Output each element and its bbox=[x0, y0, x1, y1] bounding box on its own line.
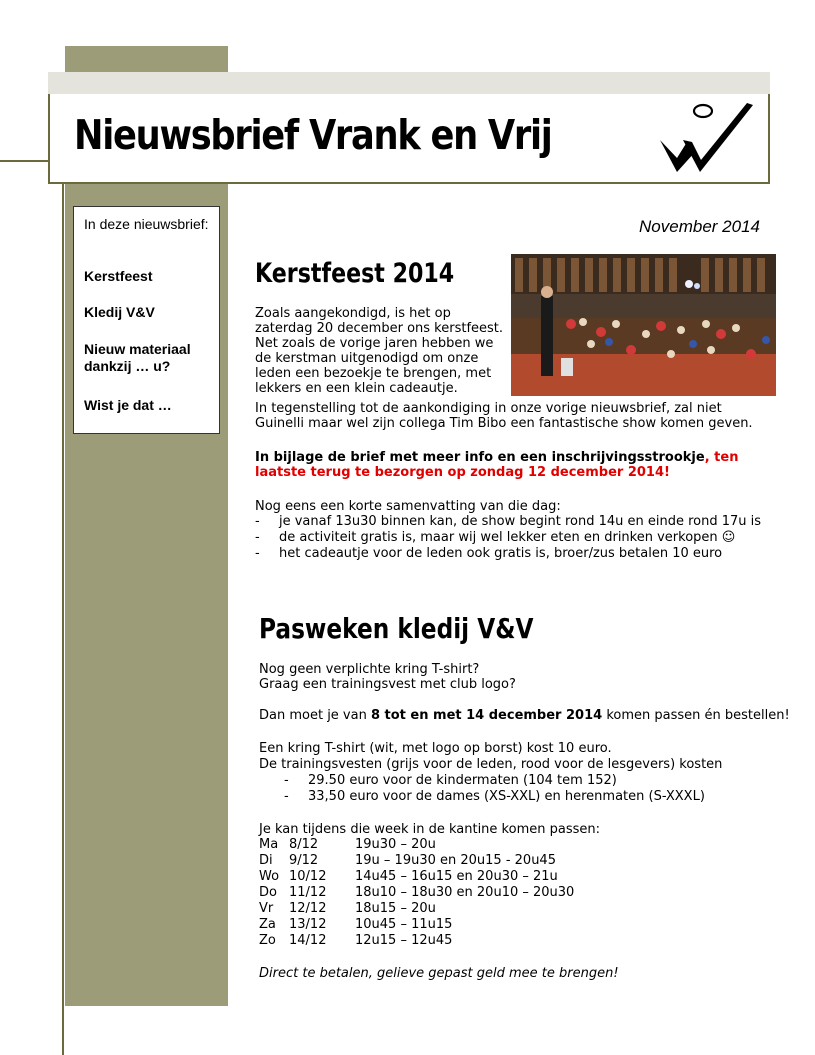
kerst-line-7: In tegenstelling tot de aankondiging in onze vorige nieuwsbrief, zal niet bbox=[255, 401, 722, 416]
toc-item-materiaal: Nieuw materiaal dankzij … u? bbox=[84, 341, 191, 374]
kerstfeest-photo bbox=[511, 254, 776, 396]
pas-line-4: De trainingsvesten (grijs voor de leden, rood voor de lesgevers) kosten bbox=[259, 757, 723, 772]
kerstfeest-heading: Kerstfeest 2014 bbox=[255, 258, 455, 289]
toc-item-wist-je-dat: Wist je dat … bbox=[84, 397, 172, 413]
toc-item-kerstfeest: Kerstfeest bbox=[84, 268, 153, 284]
kerst-line-1: Zoals aangekondigd, is het op bbox=[255, 306, 451, 321]
toc-intro: In deze nieuwsbrief: bbox=[84, 216, 209, 232]
summary-intro: Nog eens een korte samenvatting van die dag: bbox=[255, 499, 561, 514]
kerst-line-8: Guinelli maar wel zijn collega Tim Bibo een fantastische show komen geven. bbox=[255, 416, 753, 431]
newsletter-title: Nieuwsbrief Vrank en Vrij bbox=[74, 111, 552, 159]
kerst-line-2: zaterdag 20 december ons kerstfeest. bbox=[255, 321, 504, 336]
closing-note: Direct te betalen, gelieve gepast geld mee te brengen! bbox=[259, 966, 619, 981]
issue-date: November 2014 bbox=[639, 217, 760, 236]
schedule-intro: Je kan tijdens die week in de kantine komen passen: bbox=[259, 822, 600, 837]
kerst-line-6: lekkers en een klein cadeautje. bbox=[255, 381, 458, 396]
pas-line-1: Nog geen verplichte kring T-shirt? bbox=[259, 662, 480, 677]
toc-item-kledij: Kledij V&V bbox=[84, 304, 155, 320]
sidebar-bar bbox=[65, 46, 228, 1006]
left-rule bbox=[62, 162, 64, 1055]
kerst-line-4: de kerstman uitgenodigd om onze bbox=[255, 351, 479, 366]
left-rule-horizontal bbox=[0, 160, 50, 162]
header-strip bbox=[48, 72, 770, 94]
pas-line-3: Een kring T-shirt (wit, met logo op borst) kost 10 euro. bbox=[259, 741, 612, 756]
pas-line-2: Graag een trainingsvest met club logo? bbox=[259, 677, 516, 692]
kerst-line-5: leden een bezoekje te brengen, met bbox=[255, 366, 492, 381]
club-logo-icon bbox=[655, 100, 755, 178]
kerst-line-3: Net zoals de vorige jaren hebben we bbox=[255, 336, 494, 351]
toc-box bbox=[73, 206, 220, 434]
bijlage-bold: In bijlage de brief met meer info en een inschrijvingsstrookje bbox=[255, 450, 705, 465]
bijlage-red-2: laatste terug te bezorgen op zondag 12 december 2014! bbox=[255, 465, 670, 480]
pasweken-heading: Pasweken kledij V&V bbox=[259, 612, 534, 645]
bijlage-line-1 bbox=[255, 450, 738, 465]
pas-dates-line: Dan moet je van 8 tot en met 14 december 2014 komen passen én bestellen! bbox=[259, 708, 790, 723]
bijlage-red-1: , ten bbox=[704, 450, 739, 465]
